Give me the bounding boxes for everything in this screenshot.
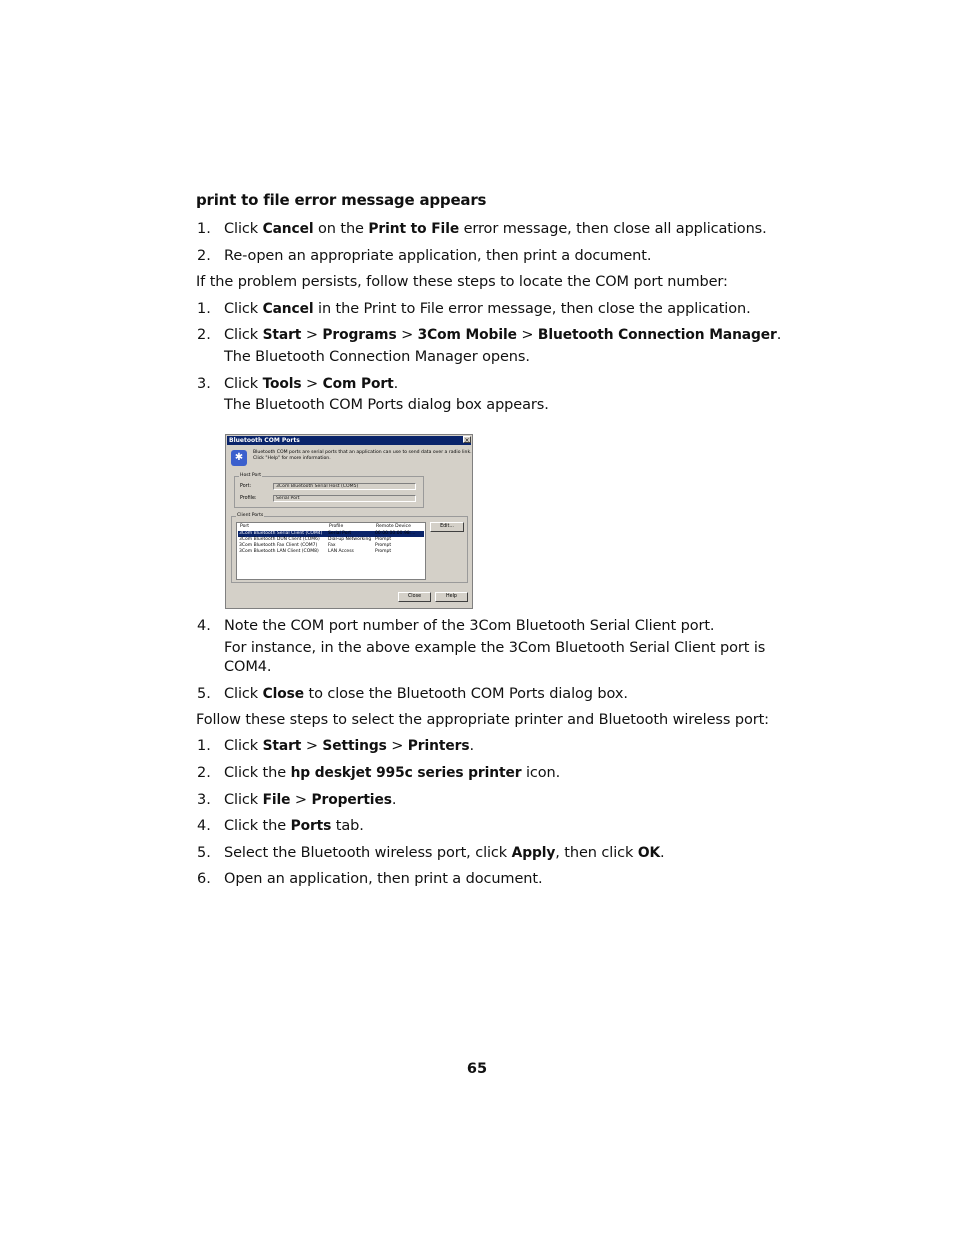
step-text: Click Cancel on the Print to File error message, then close all applications. [224, 221, 767, 237]
port-label: Port: [240, 484, 252, 489]
paragraph: Follow these steps to select the appropriate printer and Bluetooth wireless port: [196, 712, 769, 728]
column-header-port: Port [240, 524, 250, 529]
step-number: 1. [197, 738, 211, 754]
step-result: The Bluetooth COM Ports dialog box appears. [224, 397, 549, 413]
step-text: Re-open an appropriate application, then print a document. [224, 248, 652, 264]
step-text: Click Start > Programs > 3Com Mobile > Bluetooth Connection Manager. [224, 327, 782, 343]
step-text: Click Start > Settings > Printers. [224, 738, 474, 754]
step-number: 2. [197, 765, 211, 781]
host-port-group-label: Host Port [240, 473, 262, 478]
step-text: Click Tools > Com Port. [224, 376, 399, 392]
step-number: 6. [197, 871, 211, 887]
step-text: Click the Ports tab. [224, 818, 364, 834]
edit-button[interactable]: Edit... [430, 522, 464, 532]
list-item[interactable]: 3Com Bluetooth DUN Client (COM6) Dial-up Networking Prompt [239, 537, 392, 542]
section-heading: print to file error message appears [196, 191, 487, 209]
client-ports-group-label: Client Ports [237, 513, 264, 518]
step-note: COM4. [224, 659, 272, 675]
step-text: Click Close to close the Bluetooth COM Ports dialog box. [224, 686, 628, 702]
bluetooth-com-ports-dialog [225, 434, 473, 609]
step-text: Click Cancel in the Print to File error message, then close the application. [224, 301, 751, 317]
step-number: 4. [197, 818, 211, 834]
port-field: 3Com Bluetooth Serial Host (COM5) [273, 483, 416, 490]
client-ports-list[interactable] [236, 522, 426, 580]
step-text: Open an application, then print a document. [224, 871, 543, 887]
step-result: The Bluetooth Connection Manager opens. [224, 349, 530, 365]
profile-label: Profile: [240, 496, 257, 501]
step-number: 3. [197, 376, 211, 392]
step-number: 2. [197, 327, 211, 343]
step-number: 2. [197, 248, 211, 264]
step-number: 3. [197, 792, 211, 808]
host-port-group [234, 473, 424, 508]
step-number: 1. [197, 221, 211, 237]
column-header-profile: Profile [329, 524, 344, 529]
close-icon[interactable]: × [464, 437, 470, 444]
dialog-title: Bluetooth COM Ports [227, 436, 471, 445]
help-button[interactable]: Help [435, 592, 468, 602]
close-button[interactable]: Close [398, 592, 431, 602]
list-item[interactable]: 3Com Bluetooth Serial Client (COM4) Serial Port 00:00:00:00:98:... [238, 531, 424, 537]
dialog-description: Bluetooth COM ports are serial ports that an application can use to send data over a radio link. Click "Help" for more information. [253, 450, 472, 461]
step-text: Note the COM port number of the 3Com Bluetooth Serial Client port. [224, 618, 715, 634]
step-text: Click the hp deskjet 995c series printer icon. [224, 765, 561, 781]
profile-field: Serial Port [273, 495, 416, 502]
step-number: 5. [197, 845, 211, 861]
paragraph: If the problem persists, follow these steps to locate the COM port number: [196, 274, 728, 290]
step-number: 5. [197, 686, 211, 702]
bluetooth-icon: ✱ [231, 450, 247, 466]
step-number: 1. [197, 301, 211, 317]
step-text: Click File > Properties. [224, 792, 397, 808]
client-ports-group [231, 513, 468, 583]
step-text: Select the Bluetooth wireless port, click Apply, then click OK. [224, 845, 665, 861]
list-item[interactable]: 3Com Bluetooth LAN Client (COM8) LAN Access Prompt [239, 549, 392, 554]
column-header-remote-device: Remote Device [376, 524, 411, 529]
step-number: 4. [197, 618, 211, 634]
step-note: For instance, in the above example the 3Com Bluetooth Serial Client port is [224, 640, 766, 656]
list-item[interactable]: 3Com Bluetooth Fax Client (COM7) Fax Prompt [239, 543, 392, 548]
page-number: 65 [466, 1061, 488, 1077]
